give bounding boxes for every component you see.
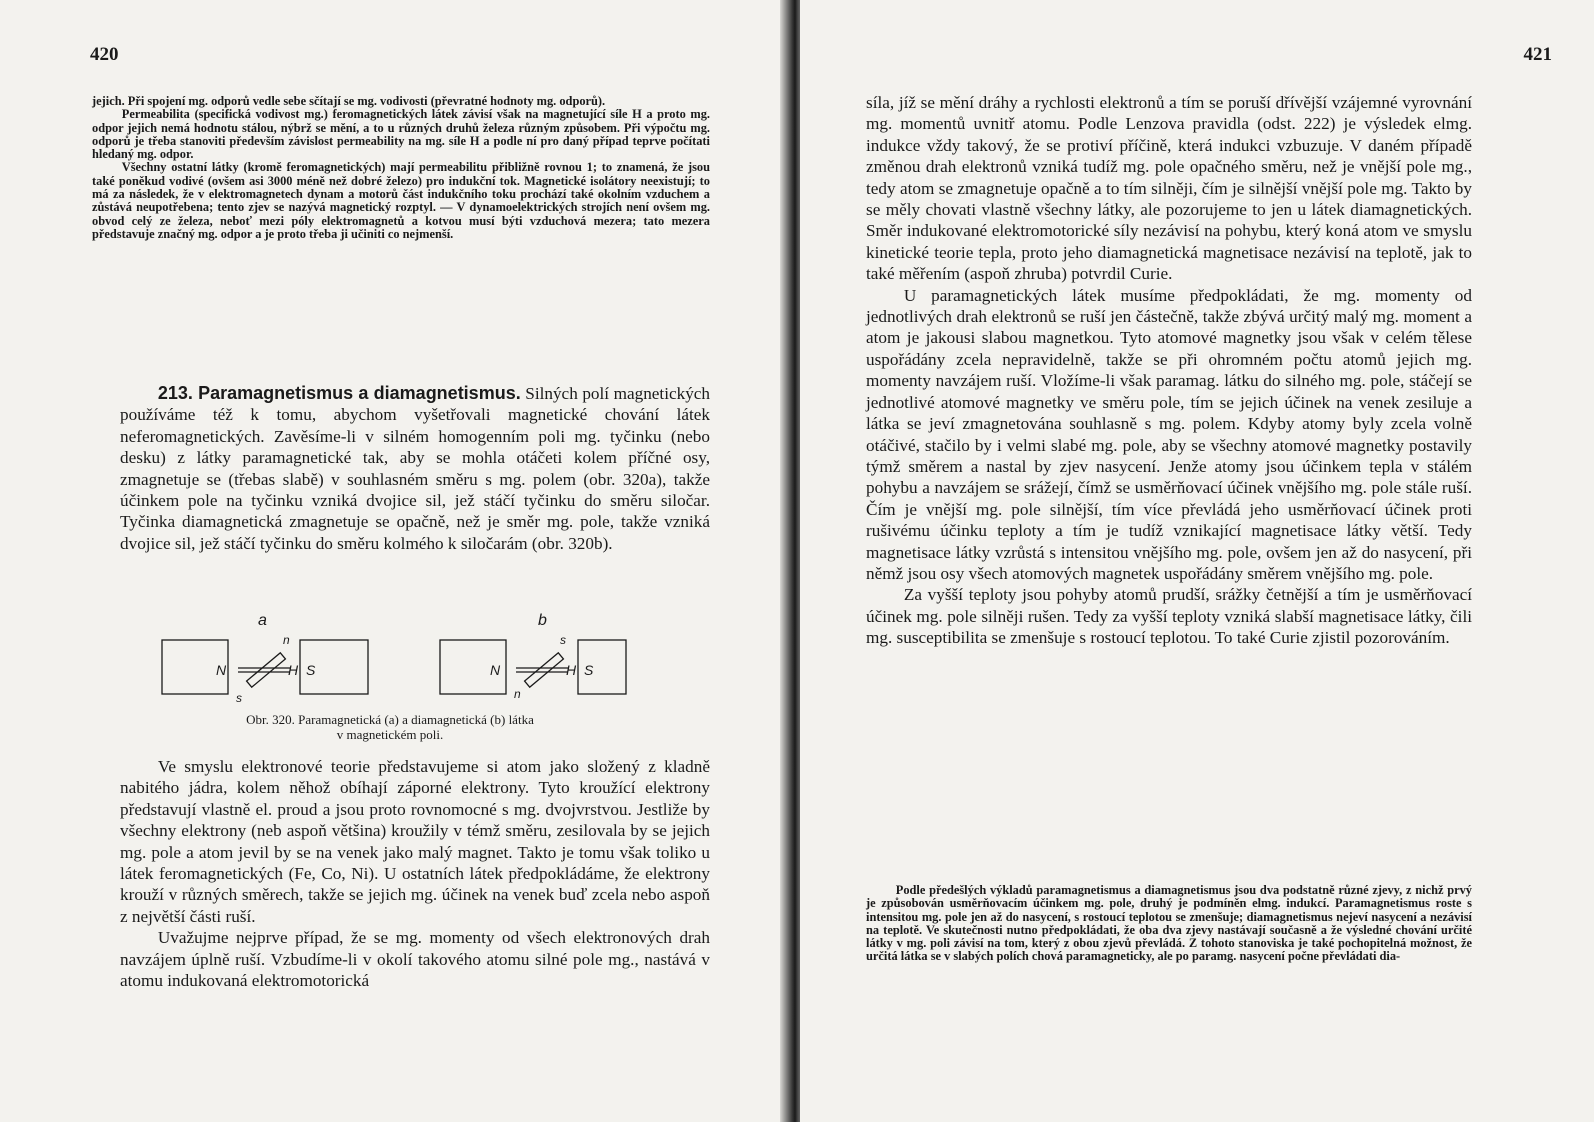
section-heading: 213. Paramagnetismus a diamagnetismus. [157,383,521,403]
figure-label-b: b [538,612,547,629]
text-block [866,92,1472,649]
paragraph: U paramagnetických látek musíme předpokládati, že mg. momenty od jednotlivých drah elektronů se ruší jen částečně, takže zbývá určitý malý mg. moment a atom je jakousi slabou magnetkou. Tyto atomové magnetky jsou však v celém tělese uspořádány zcela nepravidelně, takže se při ohromném počtu atomů jejich mg. momenty navzájem ruší. Vložíme-li však paramag. látku do silného mg. pole, stáčejí se jednotlivé atomové magnetky ve směru pole, tím se jejich účinek na venek zesiluje a látka se jeví zmagnetována souhlasně s mg. polem. Kdyby atomy byly zcela volně otáčivé, stačilo by i velmi slabé mg. pole, aby se všechny atomové magnetky postavily týmž směrem a nastal by zjev nasycení. Jenže atomy jsou účinkem tepla v stálém pohybu a navzájem se srážejí, čímž se usměrňovací účinek vnějšího mg. pole stále ruší. Čím je vnější mg. pole silnější, tím více převládá jeho usměrňovací účinek proti rušivému účinku teploty a tím je tudíž vznikající magnetisace látky větší. Tedy magnetisace látky vzrůstá s intensitou vnějšího mg. pole, ovšem jen až do nasycení, při němž jsou osy všech atomových magnetek uspořádány směrem vnějšího mg. pole. [866,285,1472,583]
figure-caption [150,712,630,742]
paragraph: Ve smyslu elektronové teorie představujeme si atom jako složený z kladně nabitého jádra, kolem něhož obíhají záporné elektrony. Tyto kroužící elektrony představují vlastně el. proud a jsou proto rovnomocné s mg. dvojvrstvou. Jestliže by všechny elektrony (neb aspoň většina) kroužily v témž směru, zesilovala by se jejich mg. pole a atom jevil by se na venek jako malý magnet. Takto je tomu však toliko u látek feromagnetických (Fe, Co, Ni). U ostatních látek předpokládáme, že elektrony krouží v různých směrech, takže se jejich mg. účinek na venek buď zcela nebo aspoň z největší části ruší. [120,757,710,926]
section-block [120,383,710,554]
page-number: 420 [90,44,119,65]
caption-line: Obr. 320. Paramagnetická (a) a diamagnetická (b) látka [246,712,534,727]
paragraph: Všechny ostatní látky (kromě feromagnetických) mají permeabilitu přibližně rovnou 1; to znamená, že jsou také poněkud vodivé (ovšem asi 3000 méně než dobré železo) pro indukční tok. Magnetické isolátory neexistují; to má za následek, že v elektromagnetech dynam a motorů část indukčního toku prochází také okolním vzduchem a zůstává neupotřebena; tento zjev se nazývá magnetický rozptyl. — V dynamoelektrických strojích není ovšem mg. obvod celý ze železa, neboť mezi póly elektromagnetů a kotvou musí býti vzduchová mezera; tato mezera představuje značný mg. odpor a je proto třeba ji učiniti co nejmenší. [92,160,710,241]
pole-s-label: S [584,662,594,678]
small-print-block [866,884,1472,964]
paragraph: Za vyšší teploty jsou pohyby atomů prudší, srážky četnější a tím je usměrňovací účinek mg. pole silněji rušen. Tedy za vyšší teploty vzniká slabší magnetisace látky, čili mg. susceptibilita se zmenšuje s rostoucí teplotou. To také Curie zjistil pozorováním. [866,585,1472,648]
paragraph: Uvažujme nejprve případ, že se mg. momenty od všech elektronových drah navzájem úplně ruší. Vzbudíme-li v okolí takového atomu silné pole mg., nastává v atomu indukovaná elektromotorická [120,928,710,991]
figure-label-a: a [258,612,267,629]
caption-line: v magnetickém poli. [336,727,444,742]
pole-h-label: H [288,662,299,678]
page-number: 421 [1523,44,1552,65]
rod-a [247,653,286,687]
pole-h-label: H [566,662,577,678]
text-block [120,756,710,991]
paragraph: Permeabilita (specifická vodivost mg.) feromagnetických látek závisí však na magnetující síle H a proto mg. odpor jejich nemá hodnotu stálou, nýbrž se mění, a to u různých druhů železa různým způsobem. Při výpočtu mg. odporů je třeba stanoviti především závislost permeability na mg. síle H a podle ní pro daný případ teprve počítati hledaný mg. odpor. [92,107,710,162]
paragraph: síla, jíž se mění dráhy a rychlosti elektronů a tím se poruší dřívější vzájemné vyrovnání mg. momentů uvnitř atomu. Podle Lenzova pravidla (odst. 222) je výsledek elmg. indukce vždy takový, že se protiví příčině, která indukci vzbuzuje. V daném případě změnou drah elektronů vzniká tudíž mg. pole opačného směru, než je vnější pole mg., tedy atom se zmagnetuje opačně a to tím silněji, čím je silnější vnější pole mg. Takto by se měly chovati vlastně všechny látky, ale pozorujeme to jen u látek diamagnetických. Směr indukované elektromotorické síly nezávisí na pohybu, který koná atom ve smyslu kinetické teorie tepla, proto jeho diamagnetická magnetisace nezávisí na teplotě, jak to také měřením (aspoň zhruba) potvrdil Curie. [866,93,1472,284]
rod-n-label: n [283,633,290,647]
small-print-block [92,95,710,241]
pole-s-label: S [306,662,316,678]
rod-s-label: s [236,691,242,705]
section-body: Silných polí magnetických používáme též k tomu, abychom vyšetřovali magnetické chování látek neferomagnetických. Zavěsíme-li v silném homogenním poli mg. tyčinku (nebo desku) z látky paramagnetické tak, aby se mohla otáčeti kolem příčné osy, zmagnetuje se (třebas slabě) v souhlasném směru s mg. polem (obr. 320a), takže účinkem pole na tyčinku vzniká dvojice sil, jež stáčí tyčinku do směru siločar. Tyčinka diamagnetická zmagnetuje se opačně, než je směr mg. pole, takže vzniká dvojice sil, jež stáčí tyčinku do směru kolmého k siločarám (obr. 320b). [120,384,711,553]
rod-b [525,653,564,687]
figure-320 [150,610,630,710]
paragraph: jejich. Při spojení mg. odporů vedle sebe sčítají se mg. vodivosti (převratné hodnoty mg. odporů). [92,94,606,108]
pole-n-label: N [490,662,501,678]
paragraph: Podle předešlých výkladů paramagnetismus a diamagnetismus jsou dva podstatně různé zjevy, z nichž prvý je způsobován usměrňovacím účinkem mg. pole, druhý je podmíněn elmg. indukcí. Paramagnetismus roste s intensitou mg. pole jen až do nasycení, s rostoucí teplotou se zmenšuje; diamagnetismus nejeví nasycení a nezávisí na teplotě. Ve skutečnosti nutno předpokládati, že oba dva zjevy nastávají současně a že výsledné chování určité látky v mg. poli závisí na tom, který z obou zjevů převládá. Z tohoto stanoviska je také pochopitelná možnost, že určitá látka se v slabých polích chová paramagneticky, ale po paramg. nasycení počne převládati dia- [866,883,1472,964]
right-page [800,0,1594,1122]
left-page [0,0,790,1122]
pole-n-label: N [216,662,227,678]
rod-s-label: s [560,633,566,647]
rod-n-label: n [514,687,521,701]
